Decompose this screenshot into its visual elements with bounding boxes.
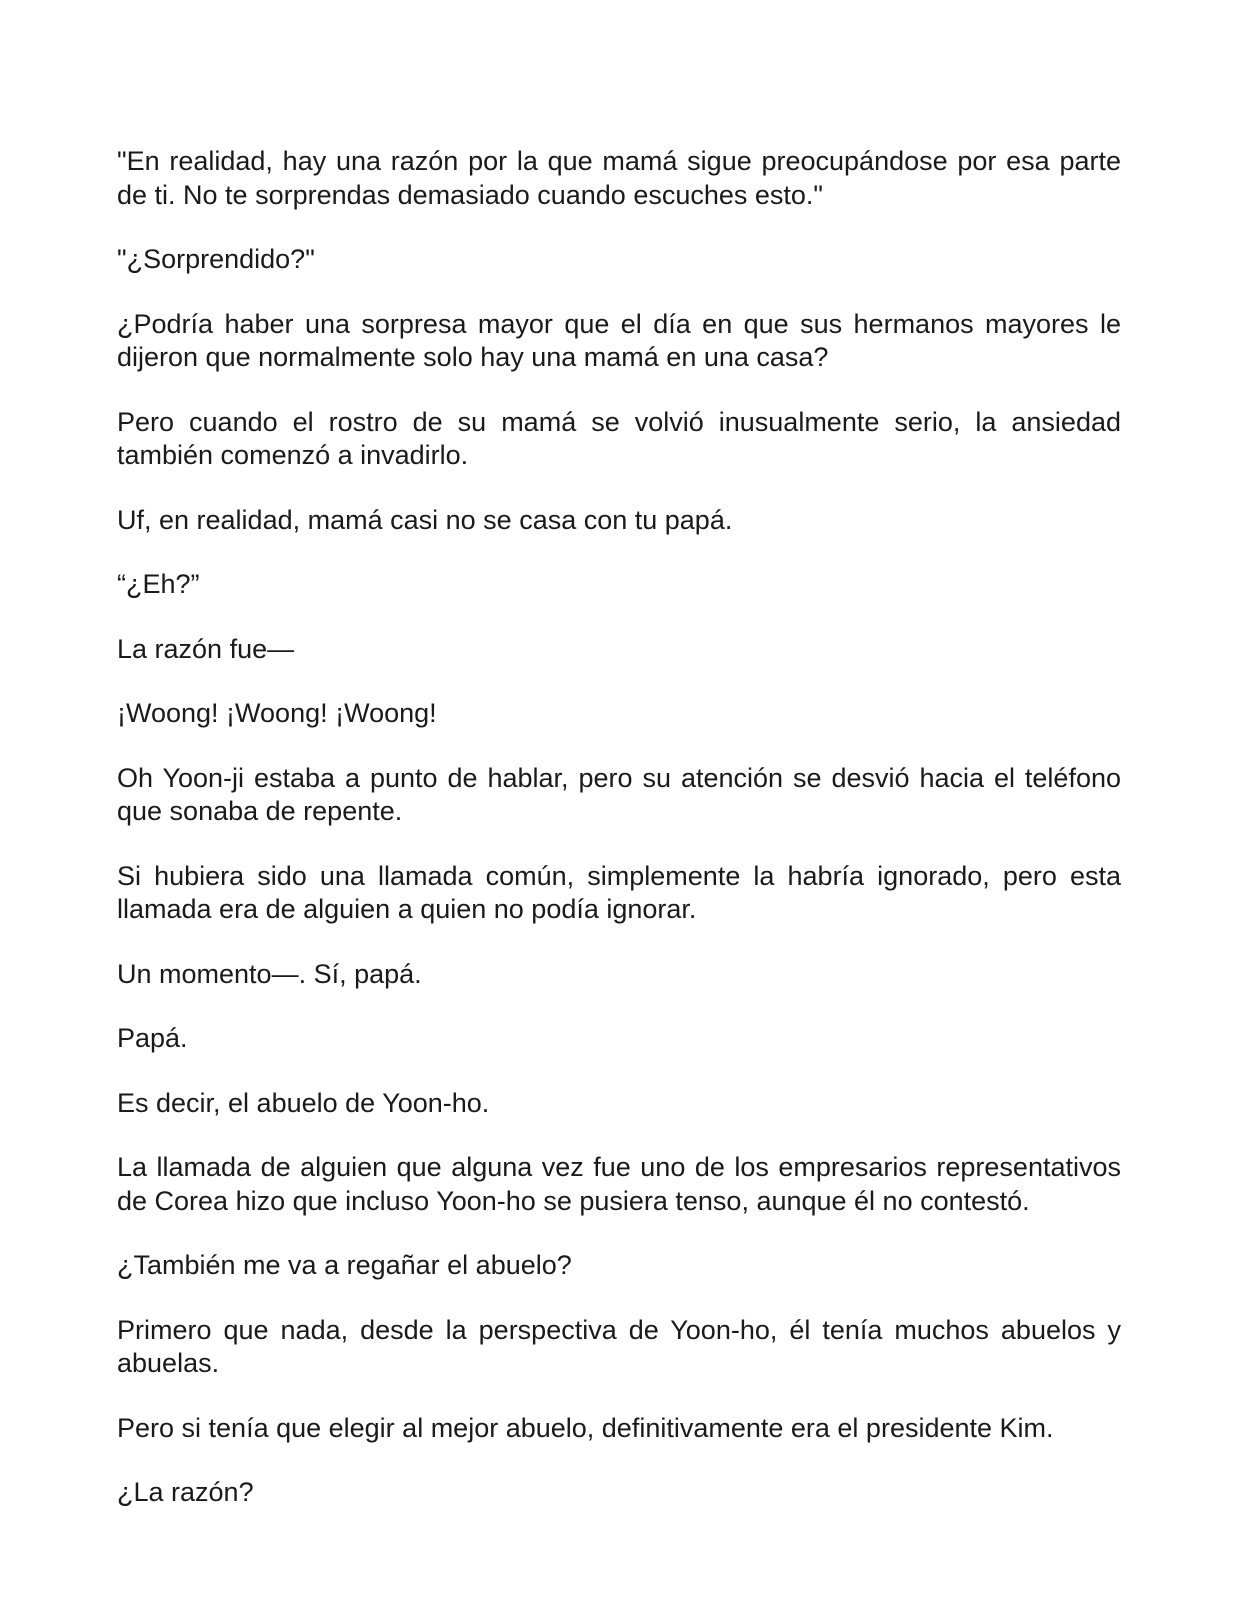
paragraph: La razón fue—: [117, 633, 295, 664]
paragraph: ¿También me va a regañar el abuelo?: [117, 1250, 572, 1280]
paragraph: "¿Sorprendido?": [117, 244, 315, 274]
paragraph: La llamada de alguien que alguna vez fue uno de los empresarios representativos de Corea hizo que incluso Yoon-ho se pusiera tenso, aunque él no contestó.: [117, 1152, 1121, 1216]
paragraph: Un momento—. Sí, papá.: [117, 958, 422, 989]
paragraph: “¿Eh?”: [117, 569, 200, 599]
paragraph: Es decir, el abuelo de Yoon-ho.: [117, 1087, 490, 1118]
paragraph: Si hubiera sido una llamada común, simplemente la habría ignorado, pero esta llamada era de alguien a quien no podía ignorar.: [117, 860, 1121, 924]
paragraph: Uf, en realidad, mamá casi no se casa con tu papá.: [117, 504, 733, 535]
paragraph: Pero cuando el rostro de su mamá se volvió inusualmente serio, la ansiedad también comenzó a invadirlo.: [117, 406, 1121, 470]
paragraph: Primero que nada, desde la perspectiva de Yoon-ho, él tenía muchos abuelos y abuelas.: [117, 1314, 1121, 1378]
paragraph: ¿Podría haber una sorpresa mayor que el día en que sus hermanos mayores le dijeron que normalmente solo hay una mamá en una casa?: [117, 308, 1121, 372]
document-body: [117, 145, 1121, 1541]
paragraph: ¡Woong! ¡Woong! ¡Woong!: [117, 698, 437, 728]
paragraph: Oh Yoon-ji estaba a punto de hablar, pero su atención se desvió hacia el teléfono que sonaba de repente.: [117, 762, 1121, 826]
paragraph: Papá.: [117, 1023, 188, 1053]
paragraph: "En realidad, hay una razón por la que mamá sigue preocupándose por esa parte de ti. No te sorprendas demasiado cuando escuches esto.": [117, 146, 1121, 210]
paragraph: Pero si tenía que elegir al mejor abuelo, definitivamente era el presidente Kim.: [117, 1412, 1054, 1443]
paragraph: ¿La razón?: [117, 1477, 254, 1507]
